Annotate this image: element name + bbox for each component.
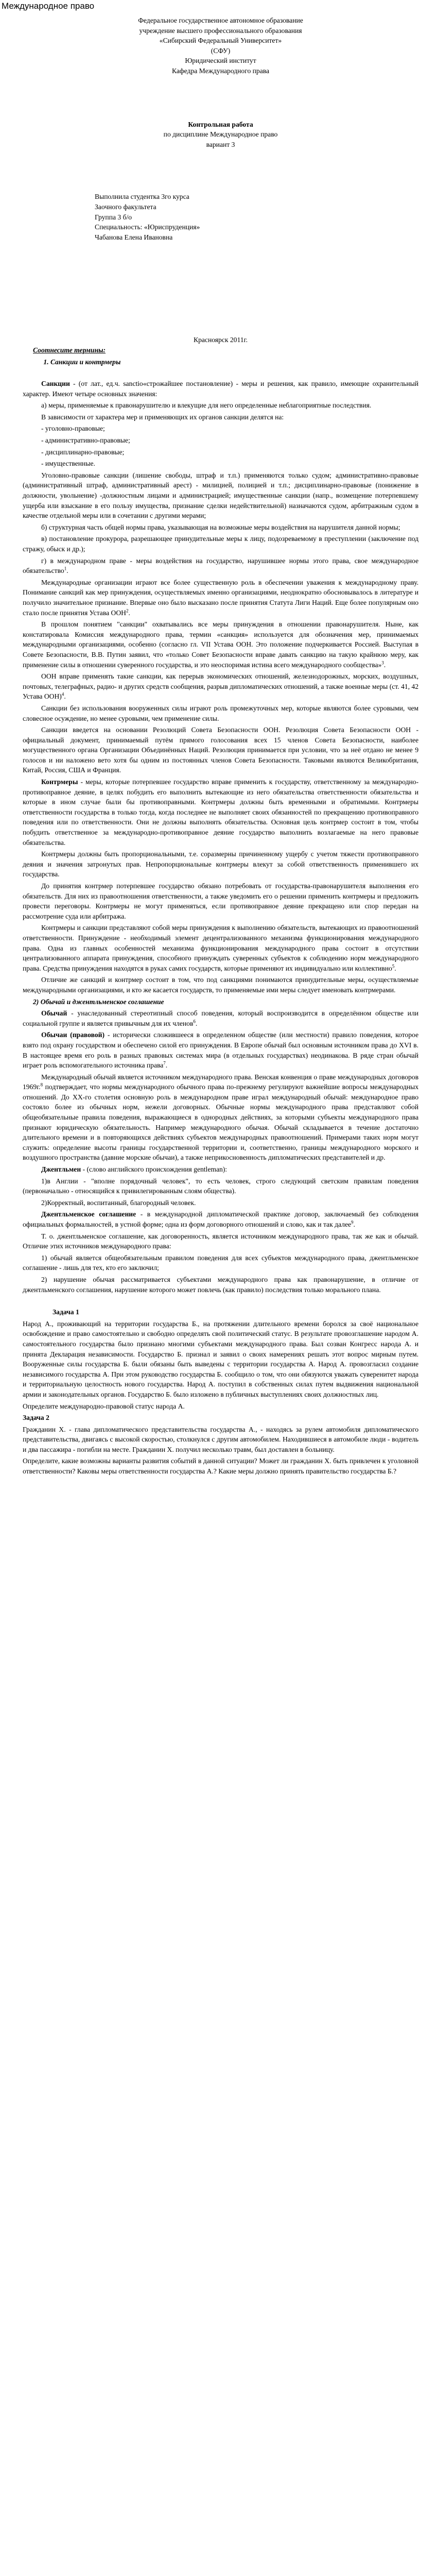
paragraph: 2) нарушение обычая рассматривается субъектами международного права как правонарушение, в отличие от джентльменского соглашения, нарушение которого может повлечь (как правило) последствия только морального плана.	[23, 1275, 418, 1294]
paragraph: Уголовно-правовые санкции (лишение свободы, штраф и т.п.) применяются только судом; административно-правовые (административный штраф, административный арест) - милицией, полицией и т.п.; дисциплинарно-правовые (понижение в должности, увольнение) -должностным лицами и администрацией; имущественные санкции (напр., возмещение потерпевшему ущерба или взыскание в его пользу имущества, признание сделки недействительной) назначаются судом, арбитражным судом в качестве отдельной меры или в сочетании с другими мерами;	[23, 471, 418, 520]
paragraph: а) меры, применяемые к правонарушителю и влекущие для него определенные неблагоприятные последствия.	[41, 401, 372, 410]
gentleman-definition: Джентльмен - (слово английского происхождения gentleman):	[41, 1165, 228, 1174]
task-question: Определите, какие возможны варианты развития событий в данной ситуации? Может ли гражданин Х. быть привлечен к уголовной ответственности? Каковы меры ответственности государства А.? Какие меры должно принять правительство государства Б.?	[23, 1457, 418, 1476]
work-type: Контрольная работа	[188, 120, 253, 128]
list-item: - имущественные.	[41, 460, 95, 468]
list-item: - дисциплинарно-правовые;	[41, 448, 125, 456]
sanctions-definition: Санкции - (от лат., ед.ч. sanctio«строжайшее постановление) - меры и решения, как правило, имеющие охранительный характер. Имеют четыре основных значения:	[23, 380, 418, 398]
footnote-ref[interactable]: 1	[64, 566, 67, 571]
gentleman-agreement-definition: Джентльменское соглашение - в международной дипломатической практике договор, заключаемый без соблюдения официальных формальностей, в устной форме; одна из форм договорного отношений и слово, как и так далее$^9$.	[23, 1210, 418, 1228]
task-title: Задача 1	[53, 1308, 79, 1316]
variant: вариант 3	[206, 140, 235, 148]
footnote-ref[interactable]: 6	[193, 1019, 196, 1024]
performer-line: Заочного факультета	[95, 202, 156, 211]
terms-heading: Соотнесите термины:	[33, 346, 106, 354]
section-list	[23, 357, 418, 367]
paragraph: Международный обычай является источником международного права. Венская конвенция о праве международных договоров 1969г.$^8$ подтверждает, что нормы международного обычного права по-прежнему регулируют важнейшие вопросы международных отношений. До XX-го столетия основную роль в международном праве играл международный обычай: международное право состояло более из обычных норм, нежели договорных. Обычные нормы международного права представляют собой общеобязательные правила поведения, выражающиеся в однородных действиях, за которыми субъекты международного права признают юридическую обязательность. Например международного обычая. Обычай складывается в течение достаточно длительного времени и в повторяющихся действиях субъектов международных правоотношений. Примерами таких норм могут служить: определение высоты границы государственной территории и, соответственно, границы международного морского и воздушного пространства (давние морские обычаи), а также неприкосновенность дипломатических представителей и др.	[23, 1073, 418, 1162]
section-title-sanctions: 1. Санкции и контрмеры	[50, 357, 418, 367]
paragraph: б) структурная часть общей нормы права, указывающая на возможные меры воздействия на нарушителя данной нормы;	[41, 523, 400, 531]
section-title-custom: 2) Обычай и джентльменское соглашение	[33, 997, 164, 1006]
legal-custom-definition: Обычаи (правовой) - исторически сложившееся в определенном обществе (или местности) правило поведения, которое взято под охрану государством и обеспечено силой его принуждения. В Европе обычай был основным источником права до XVI в. В настоящее время его роль в разных правовых системах мира (в отдельных государствах) неодинакова. В ряде стран обычай играет роль вспомогательного источника права$^7$.	[23, 1031, 418, 1070]
window-title: Международное право	[2, 1, 95, 11]
list-item: 1)в Англии - "вполне порядочный человек", то есть человек, строго следующий светским правилам поведения (первоначально - относящийся к привилегированным слоям общества).	[23, 1177, 418, 1195]
org-line: Юридический институт	[185, 57, 256, 65]
org-line: Кафедра Международного права	[171, 66, 270, 75]
list-item: - уголовно-правовые;	[41, 425, 105, 433]
paragraph: В прошлом понятием "санкции" охватывались все меры принуждения в отношении правонарушителя. Ныне, как констатировала Комиссия международного права, термин «санкция» используется для обозначения мер, принимаемых международными организациями, особенно (согласно гл. VII Устава ООН. Это положение подчеркивается Россией. Выступая в Совете Безопасности, В.В. Путин заявил, что «только Совет Безопасности вправе давать санкцию на такую крайнюю меру, как применение силы в отношении суверенного государства, и это неоспоримая истина всего международного сообщества»$^3$.	[23, 620, 418, 669]
city-year: Красноярск 2011г.	[194, 336, 248, 344]
custom-definition: Обычай - унаследованный стереотипный способ поведения, который воспроизводится в определённом обществе или социальной группе и является привычным для их членов$^6$.	[23, 1009, 418, 1027]
org-line: Федеральное государственное автономное образование	[138, 16, 303, 24]
footnote-ref[interactable]: 4	[61, 691, 64, 697]
footnote-ref[interactable]: 2	[126, 608, 129, 614]
paragraph: Контрмеры должны быть пропорциональными, т.е. соразмерны причиненному ущербу с учетом тяжести противоправного деяния и значения затронутых прав. Непропорциональные контрмеры влекут за собой ответственность применившего их государства.	[23, 850, 418, 878]
paragraph: г) в международном праве - меры воздействия на государство, нарушившее нормы этого права, свое международное обязательство$^1$.	[23, 556, 418, 575]
footnote-ref[interactable]: 5	[392, 963, 395, 969]
footnote-ref[interactable]: 7	[163, 1060, 166, 1066]
paragraph: ООН вправе применять такие санкции, как перерыв экономических отношений, железнодорожных, морских, воздушных, почтовых, телеграфных, радио- и других средств сообщения, разрыв дипломатических отношений, а также военные меры (ст. 41, 42 Устава ООН)$^4$.	[23, 672, 418, 701]
performer-block	[23, 192, 418, 242]
performer-line: Чабанова Елена Ивановна	[95, 233, 173, 241]
paragraph: Санкции введется на основании Резолюций Совета Безопасности ООН. Резолюция Совета Безопасности ООН - официальный документ, принимаемый путём прямого голосования всех 15 членов Совета Безопасности, наиболее могущественного органа Организации Объединённых Наций. Резолюция принимается при условии, что за неё отдано не менее 9 голосов и ни наложено вето хотя бы одним из постоянных членов Совета Безопасности. Таковыми являются Великобритания, Китай, Россия, США и Франция.	[23, 726, 418, 774]
paragraph: Т. о. джентльменское соглашение, как договоренность, является источником международного права, так же как и обычай. Отличие этих источников международного права:	[23, 1232, 418, 1250]
task-body: Народ А., проживающий на территории государства Б., на протяжении длительного времени боролся за своё национальное освобождение и право самостоятельно и свободно определять свой политический статус. В результате провозглашение народом А. самостоятельного государства было признано многими субъектами международного права. Был созван Конгресс народа А. и принята Декларация независимости. Государство Б. признал и заявил о своих намерениях решать этот вопрос мирным путем. Вооруженные силы государства Б. были обязаны быть выведены с территории государства А. Народ А. провозгласил создание независимого государства А. При этом руководство государства Б. сообщило о том, что они обязуются уважать суверенитет народа и территориальную целостность нового государства. Народ А. поступил в собственных силах путем выдвижения национальной армии и законодательных органов. Государство Б. было изложено в публичных выступлениях своих должностных лиц.	[23, 1319, 418, 1398]
discipline: по дисциплине Международное право	[163, 130, 278, 139]
paragraph: В зависимости от характера мер и применяющих их органов санкции делятся на:	[41, 413, 284, 421]
list-item: 2)Корректный, воспитанный, благородный человек.	[41, 1198, 196, 1207]
paragraph: Контрмеры и санкции представляют собой меры принуждения к выполнению обязательств, вытекающих из правоотношений ответственности. Принуждение - необходимый элемент децентрализованного механизма функционирования международного права. Одна из главных особенностей механизма функционирования международного права состоит в отсутствии централизованного аппарата принуждения, способного принуждать суверенных субъектов к соблюдению норм международного права. Средства принуждения находятся в руках самих государств, которые применяют их индивидуально или коллективно$^5$.	[23, 924, 418, 972]
paragraph: До принятия контрмер потерпевшее государство обязано потребовать от государства-правонарушителя выполнения его обязательств. Для них из правоотношения ответственности, а также уведомить его о решении применить контрмеры и предложить провести переговоры. Контрмеры не могут применяться, если противоправное деяние прекращено или спор передан на рассмотрение суда или арбитража.	[23, 882, 418, 920]
list-item: - административно-правовые;	[41, 436, 130, 445]
paragraph: Отличие же санкций и контрмер состоит в том, что под санкциями понимаются принудительные меры, осуществляемые международными организациями, и кто же касается государств, то применяемые ими меры следует именовать контрмерами.	[23, 976, 418, 994]
footnote-ref[interactable]: 3	[381, 660, 384, 665]
performer-line: Группа 3 б/о	[95, 213, 132, 221]
paragraph: Санкции без использования вооруженных силы играют роль промежуточных мер, которые являются более суровыми, чем словесное осуждение, но менее суровыми, чем применение силы.	[23, 704, 418, 722]
countermeasures-definition: Контрмеры - меры, которые потерпевшее государство вправе применить к государству, ответственному за международно-противоправное деяние, в целях побудить его выполнить вытекающие из него обязательства ответственности обязательства и которые в ином случае были бы противоправными. Контрмеры должны быть временными и обратимыми. Контрмеры ответственности государства в только тогда, когда последнее не выполняет своих обязанностей по прекращению противоправного поведения или по ответственности. Они не должны выполнять обязательства. Основная цель контрмер состоит в том, чтобы побудить ответственное за международно-противоправное деяние государство выполнить возлагаемые на него правовые обязательства.	[23, 778, 418, 846]
performer-line: Специальность: «Юриспруденция»	[95, 223, 200, 231]
paragraph: Международные организации играют все более существенную роль в обеспечении уважения к международному праву. Понимание санкций как мер принуждения, осуществляемых именно организациями, неоднократно обосновывалось в литературе и получило значительное признание. Впервые оно было высказано после принятия Статута Лиги Наций. Еще более популярным оно стало после принятия Устава ООН$^2$.	[23, 578, 418, 617]
performer-line: Выполнила студентка 3го курса	[95, 193, 189, 201]
org-line: «Сибирский Федеральный Университет»	[159, 37, 282, 45]
task-body: Гражданин Х. - глава дипломатического представительства государства А., - находясь за рулем автомобиля дипломатического представительства, двигаясь с высокой скоростью, столкнулся с другим автомобилем. Находившиеся в автомобиле люди - водитель и два пассажира - погибли на месте. Гражданин Х. получил несколько травм, был доставлен в больницу.	[23, 1425, 418, 1453]
task-title: Задача 2	[23, 1414, 49, 1422]
paragraph: в) постановление прокурора, разрешающее принудительные меры к лицу, подозреваемому в преступлении (заключение под стражу, обыск и др.);	[23, 535, 418, 553]
footnote-ref[interactable]: 9	[351, 1219, 354, 1225]
title-page	[23, 15, 418, 345]
org-line: учреждение высшего профессионального образования	[139, 26, 302, 35]
org-line: (СФУ)	[211, 46, 231, 55]
footnote-ref[interactable]: 8	[40, 1082, 43, 1088]
document-body	[0, 13, 436, 1477]
task-question: Определите международно-правовой статус народа А.	[23, 1402, 185, 1410]
paragraph: 1) обычай является общеобязательным правилом поведения для всех субъектов международного права, джентльменское соглашение - лишь для тех, кто его заключил;	[23, 1253, 418, 1272]
